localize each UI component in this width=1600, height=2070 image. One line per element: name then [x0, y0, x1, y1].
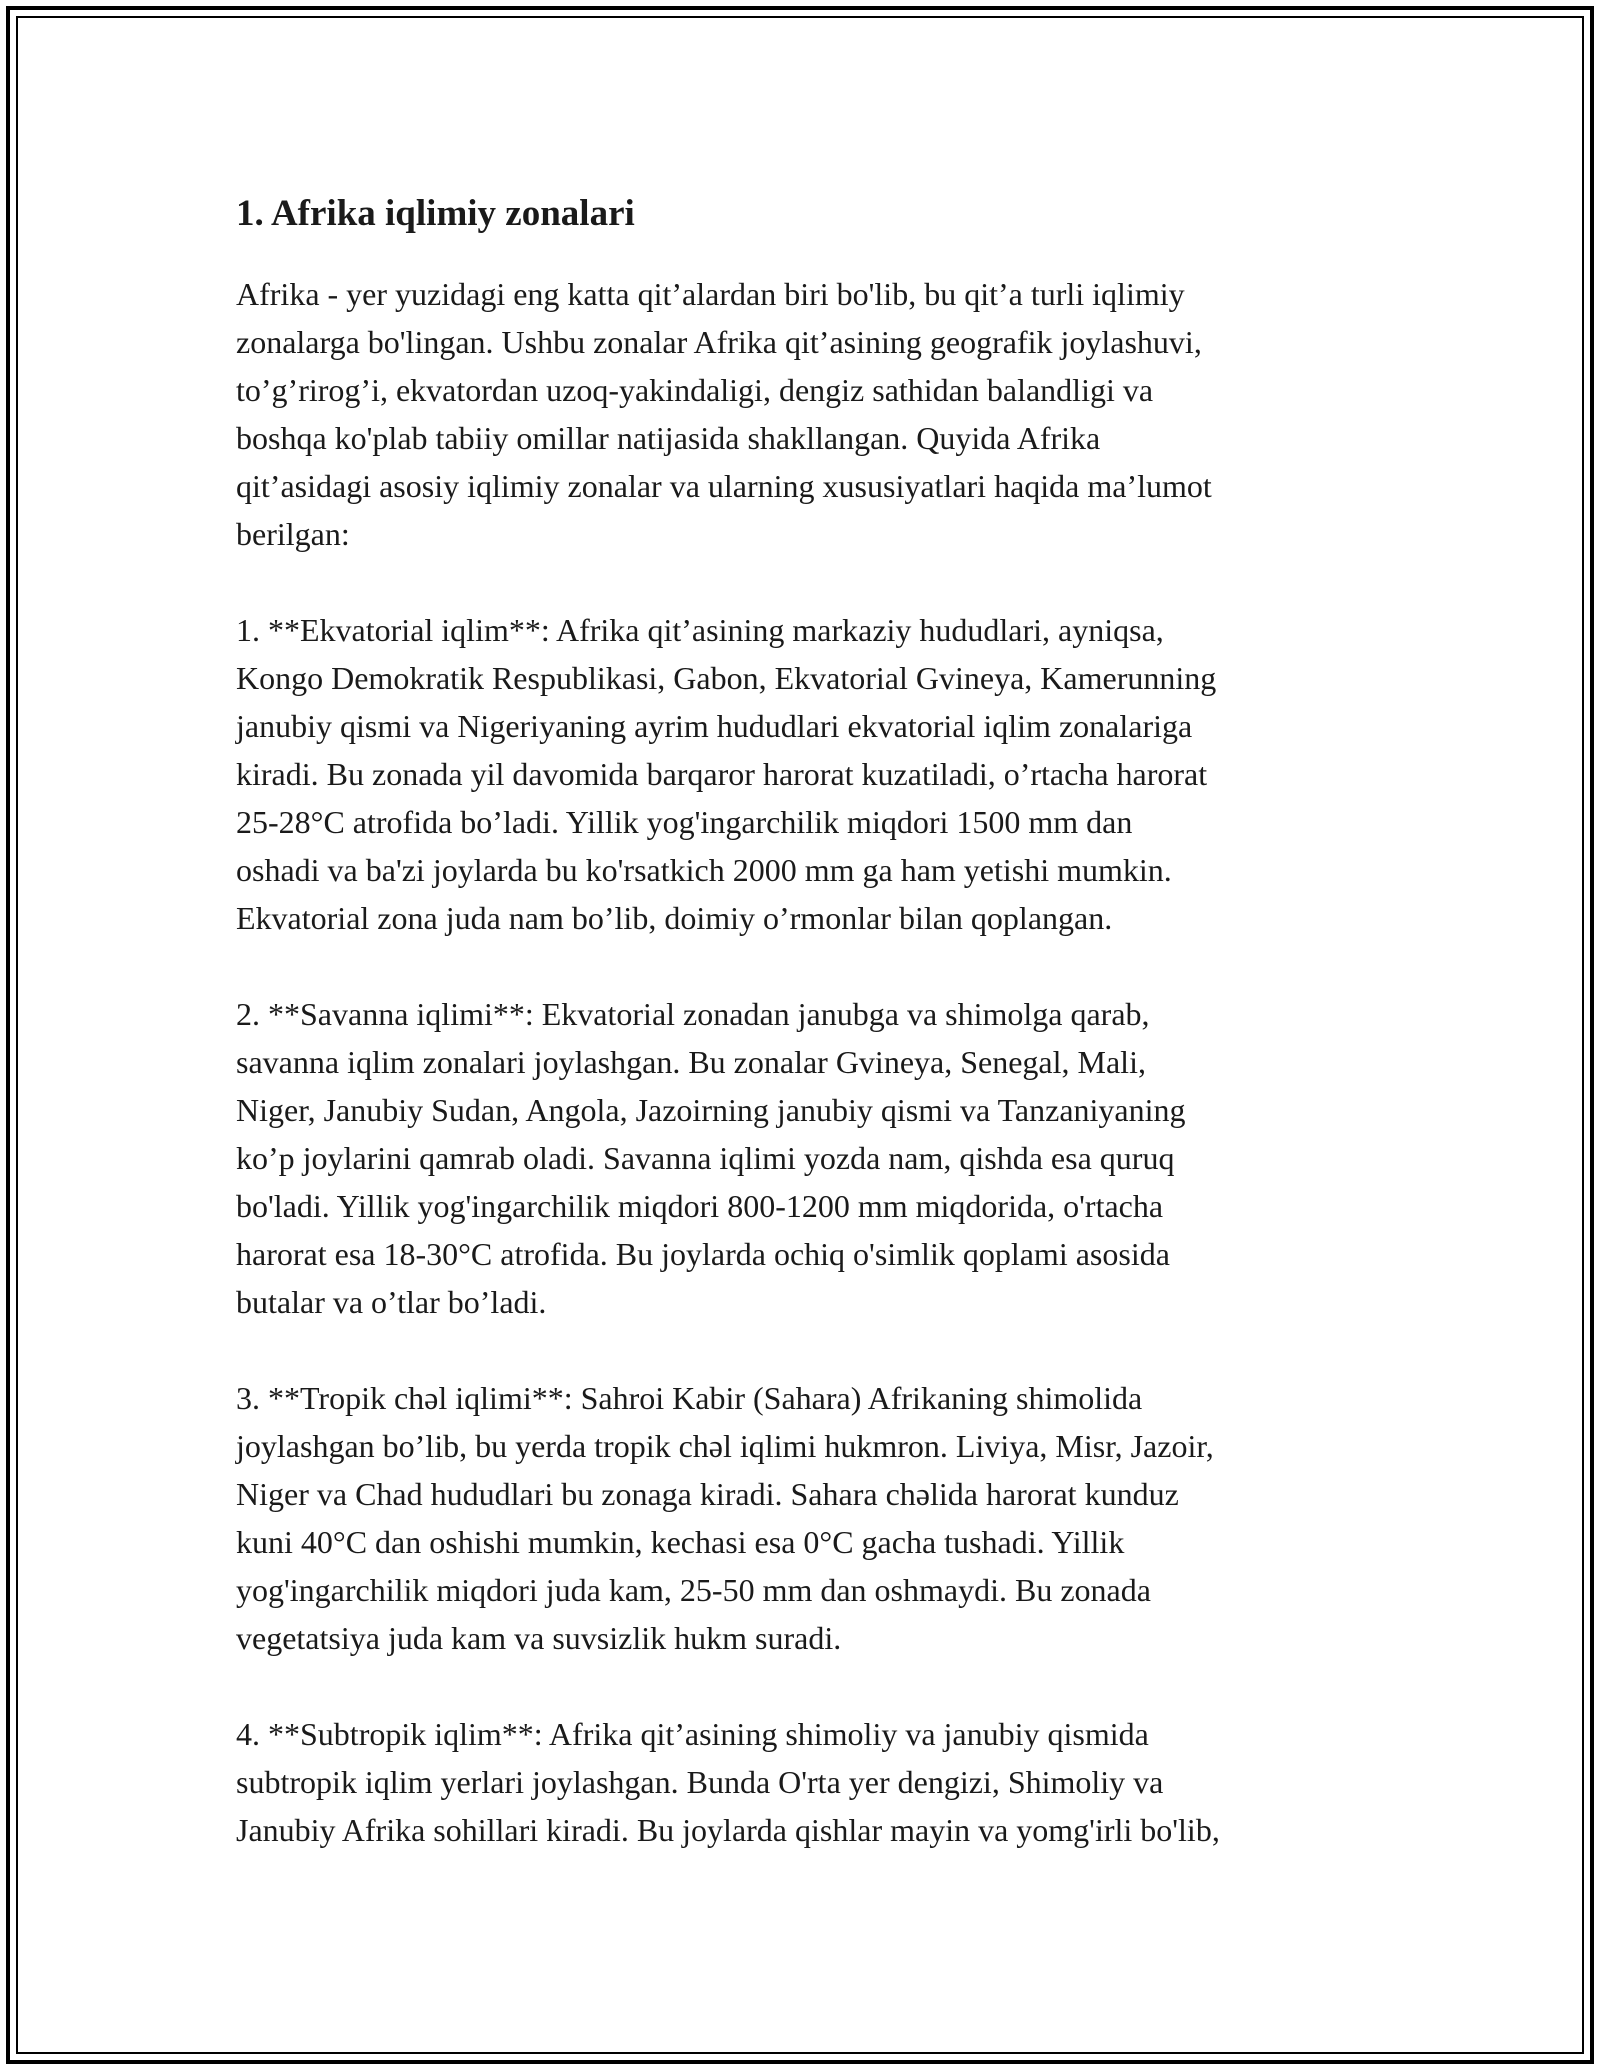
text-line: Afrika - yer yuzidagi eng katta qit’alardan biri bo'lib, bu qit’a turli iqlimiy — [236, 276, 1185, 312]
paragraph-subtropical — [236, 1710, 1386, 1854]
text-line: joylashgan bo’lib, bu yerda tropik chəl iqlimi hukmron. Liviya, Misr, Jazoir, — [236, 1428, 1214, 1464]
text-line: kuni 40°C dan oshishi mumkin, kechasi esa 0°C gacha tushadi. Yillik — [236, 1524, 1125, 1560]
text-line: to’g’rirog’i, ekvatordan uzoq-yakindaligi, dengiz sathidan balandligi va — [236, 372, 1154, 408]
text-line: Janubiy Afrika sohillari kiradi. Bu joylarda qishlar mayin va yomg'irli bo'lib, — [236, 1812, 1220, 1848]
text-line: 1. **Ekvatorial iqlim**: Afrika qit’asining markaziy hududlari, ayniqsa, — [236, 612, 1164, 648]
text-line: yog'ingarchilik miqdori juda kam, 25-50 mm dan oshmaydi. Bu zonada — [236, 1572, 1151, 1608]
text-line: Niger va Chad hududlari bu zonaga kiradi. Sahara chəlida harorat kunduz — [236, 1476, 1179, 1512]
text-line: bo'ladi. Yillik yog'ingarchilik miqdori 800-1200 mm miqdorida, o'rtacha — [236, 1188, 1164, 1224]
text-line: Niger, Janubiy Sudan, Angola, Jazoirning janubiy qismi va Tanzaniyaning — [236, 1092, 1186, 1128]
text-line: ko’p joylarini qamrab oladi. Savanna iqlimi yozda nam, qishda esa quruq — [236, 1140, 1175, 1176]
text-line: savanna iqlim zonalari joylashgan. Bu zonalar Gvineya, Senegal, Mali, — [236, 1044, 1146, 1080]
text-line: berilgan: — [236, 516, 350, 552]
text-line: oshadi va ba'zi joylarda bu ko'rsatkich 2000 mm ga ham yetishi mumkin. — [236, 852, 1172, 888]
text-line: harorat esa 18-30°C atrofida. Bu joylarda ochiq o'simlik qoplami asosida — [236, 1236, 1170, 1272]
document-title: 1. Afrika iqlimiy zonalari — [236, 193, 635, 234]
text-line: subtropik iqlim yerlari joylashgan. Bunda O'rta yer dengizi, Shimoliy va — [236, 1764, 1164, 1800]
text-line: 25-28°C atrofida bo’ladi. Yillik yog'ingarchilik miqdori 1500 mm dan — [236, 804, 1133, 840]
text-line: zonalarga bo'lingan. Ushbu zonalar Afrika qit’asining geografik joylashuvi, — [236, 324, 1202, 360]
text-line: Kongo Demokratik Respublikasi, Gabon, Ekvatorial Gvineya, Kamerunning — [236, 660, 1217, 696]
text-line: 3. **Tropik chəl iqlimi**: Sahroi Kabir (Sahara) Afrikaning shimolida — [236, 1380, 1143, 1416]
text-line: janubiy qismi va Nigeriyaning ayrim hududlari ekvatorial iqlim zonalariga — [236, 708, 1193, 744]
paragraph-tropical-desert — [236, 1374, 1386, 1662]
document-body — [236, 186, 1386, 1902]
text-line: butalar va o’tlar bo’ladi. — [236, 1284, 547, 1320]
paragraph-intro — [236, 270, 1386, 558]
text-line: vegetatsiya juda kam va suvsizlik hukm suradi. — [236, 1620, 842, 1656]
text-line: 2. **Savanna iqlimi**: Ekvatorial zonadan janubga va shimolga qarab, — [236, 996, 1150, 1032]
text-line: kiradi. Bu zonada yil davomida barqaror harorat kuzatiladi, o’rtacha harorat — [236, 756, 1208, 792]
paragraph-equatorial — [236, 606, 1386, 942]
text-line: Ekvatorial zona juda nam bo’lib, doimiy o’rmonlar bilan qoplangan. — [236, 900, 1113, 936]
text-line: qit’asidagi asosiy iqlimiy zonalar va ularning xususiyatlari haqida ma’lumot — [236, 468, 1212, 504]
paragraph-savanna — [236, 990, 1386, 1326]
text-line: 4. **Subtropik iqlim**: Afrika qit’asining shimoliy va janubiy qismida — [236, 1716, 1149, 1752]
text-line: boshqa ko'plab tabiiy omillar natijasida shakllangan. Quyida Afrika — [236, 420, 1101, 456]
